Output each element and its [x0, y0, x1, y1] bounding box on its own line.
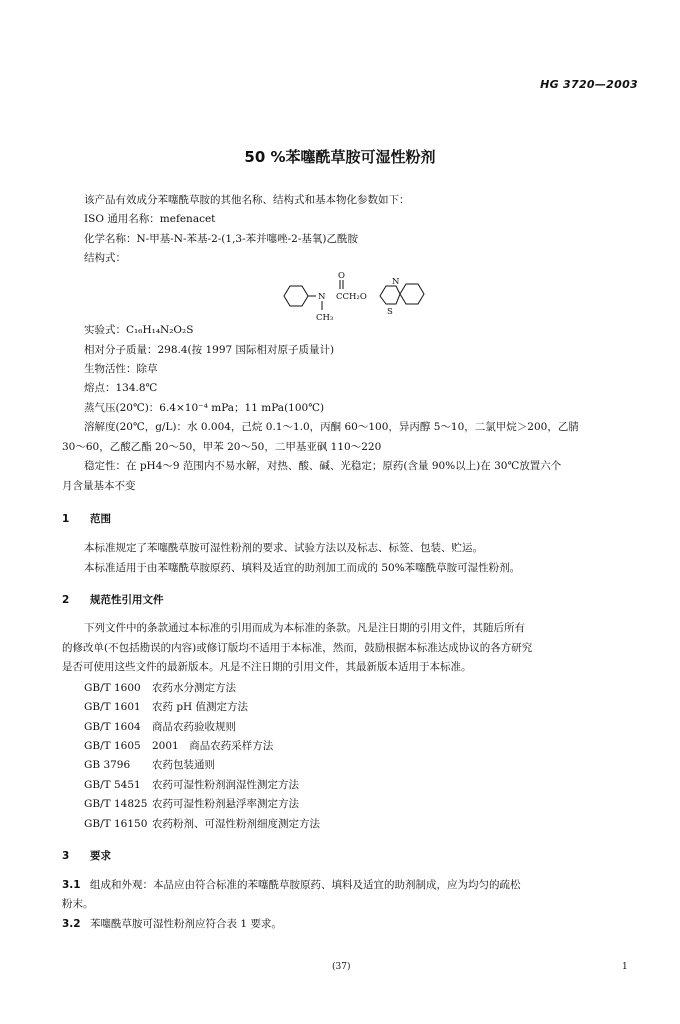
reference-title: 农药粉剂、可湿性粉剂细度测定方法 [152, 818, 320, 830]
clause-3-2 [62, 917, 282, 931]
reference-code: GB/T 14825 [84, 798, 148, 810]
reference-title: 商品农药验收规则 [152, 721, 236, 733]
structure-label: 结构式： [84, 252, 126, 264]
empirical-formula: 实验式：C₁₆H₁₄N₂O₂S [84, 324, 194, 336]
oxygen-label: O [338, 271, 345, 281]
reference-title: 2001 商品农药采样方法 [152, 740, 274, 752]
iso-name: ISO 通用名称：mefenacet [84, 213, 216, 225]
clause-text: 组成和外观：本品应由符合标准的苯噻酰草胺原药、填料及适宜的助剂制成，应为均匀的疏松 [90, 879, 521, 891]
clause-number: 3.2 [62, 918, 81, 930]
reference-item [84, 680, 236, 695]
methyl-label: CH₃ [316, 313, 334, 323]
reference-title: 农药可湿性粉剂悬浮率测定方法 [152, 798, 299, 810]
molecular-mass: 相对分子质量：298.4(按 1997 国际相对原子质量计) [84, 344, 335, 356]
melting-point: 熔点：134.8℃ [84, 382, 158, 394]
clause-3-1-line-2: 粉末。 [62, 898, 94, 910]
n-atom-label: N [318, 292, 326, 302]
solubility-line-2: 30～60，乙酸乙酯 20～50，甲苯 20～50，二甲基亚砜 110～220 [62, 441, 382, 453]
footer-page-number: 1 [622, 962, 628, 972]
reference-title: 农药 pH 值测定方法 [152, 701, 249, 713]
section-number: 2 [62, 594, 70, 606]
chemical-name: 化学名称：N-甲基-N-苯基-2-(1,3-苯并噻唑-2-基氧)乙酰胺 [84, 233, 359, 245]
reference-code: GB/T 1601 [84, 701, 141, 713]
sulfur-label: S [387, 307, 393, 317]
vapor-pressure: 蒸气压(20℃)：6.4×10⁻⁴ mPa；11 mPa(100℃) [84, 402, 325, 414]
clause-text: 苯噻酰草胺可湿性粉剂应符合表 1 要求。 [90, 918, 282, 930]
clause-number: 3.1 [62, 879, 81, 891]
section-3-heading [62, 848, 111, 863]
reference-item [84, 719, 236, 734]
clause-3-1-line-1 [62, 878, 521, 892]
stability-line-2: 月含量基本不变 [62, 480, 136, 492]
section-1-heading [62, 511, 111, 526]
standard-code: HG 3720—2003 [540, 78, 638, 91]
n2-atom-label: N [392, 277, 400, 287]
benzo-ring [400, 284, 424, 304]
benzene-ring [284, 286, 308, 306]
solubility-line-1: 溶解度(20℃，g/L)：水 0.004，己烷 0.1～1.0，丙酮 60～100，异丙醇 5～10，二氯甲烷＞200，乙腈 [84, 421, 579, 433]
reference-item [84, 757, 215, 772]
section-2-heading [62, 592, 164, 607]
reference-item [84, 777, 299, 792]
scope-paragraph-1: 本标准规定了苯噻酰草胺可湿性粉剂的要求、试验方法以及标志、标签、包装、贮运。 [84, 542, 483, 554]
scope-paragraph-2: 本标准适用于由苯噻酰草胺原药、填料及适宜的助剂加工而成的 50%苯噻酰草胺可湿性粉剂。 [84, 562, 521, 574]
section-title: 要求 [90, 850, 111, 862]
reference-title: 农药包装通则 [152, 759, 215, 771]
section-title: 范围 [90, 513, 111, 525]
reference-code: GB/T 5451 [84, 779, 141, 791]
reference-item [84, 699, 248, 714]
stability-line-1: 稳定性：在 pH4～9 范围内不易水解，对热、酸、碱、光稳定；原药(含量 90%以上)在 30℃放置六个 [84, 460, 562, 472]
intro-lead: 该产品有效成分苯噻酰草胺的其他名称、结构式和基本物化参数如下： [84, 194, 410, 206]
chain-label: CCH₂O [336, 292, 367, 302]
bioactivity: 生物活性：除草 [84, 363, 158, 375]
references-paragraph-line-2: 的修改单(不包括勘误的内容)或修订版均不适用于本标准，然而，鼓励根据本标准达成协议的各方研究 [62, 642, 533, 654]
document-title: 50 %苯噻酰草胺可湿性粉剂 [244, 148, 436, 166]
structural-formula [276, 268, 436, 326]
section-number: 1 [62, 513, 70, 525]
section-title: 规范性引用文件 [90, 594, 164, 606]
references-paragraph-line-3: 是否可使用这些文件的最新版本。凡是不注日期的引用文件，其最新版本适用于本标准。 [62, 661, 472, 673]
reference-title: 农药可湿性粉剂润湿性测定方法 [152, 779, 299, 791]
references-paragraph-line-1: 下列文件中的条款通过本标准的引用而成为本标准的条款。凡是注日期的引用文件，其随后所有 [84, 622, 525, 634]
reference-item [84, 796, 299, 811]
footer-page-label: (37) [332, 962, 351, 972]
reference-code: GB/T 1604 [84, 721, 141, 733]
reference-code: GB/T 1600 [84, 682, 141, 694]
section-number: 3 [62, 850, 70, 862]
reference-item [84, 738, 273, 753]
thiazole-ring [380, 286, 400, 304]
reference-code: GB/T 1605 [84, 740, 141, 752]
reference-item [84, 816, 320, 831]
reference-code: GB 3796 [84, 759, 131, 771]
reference-code: GB/T 16150 [84, 818, 148, 830]
reference-title: 农药水分测定方法 [152, 682, 236, 694]
